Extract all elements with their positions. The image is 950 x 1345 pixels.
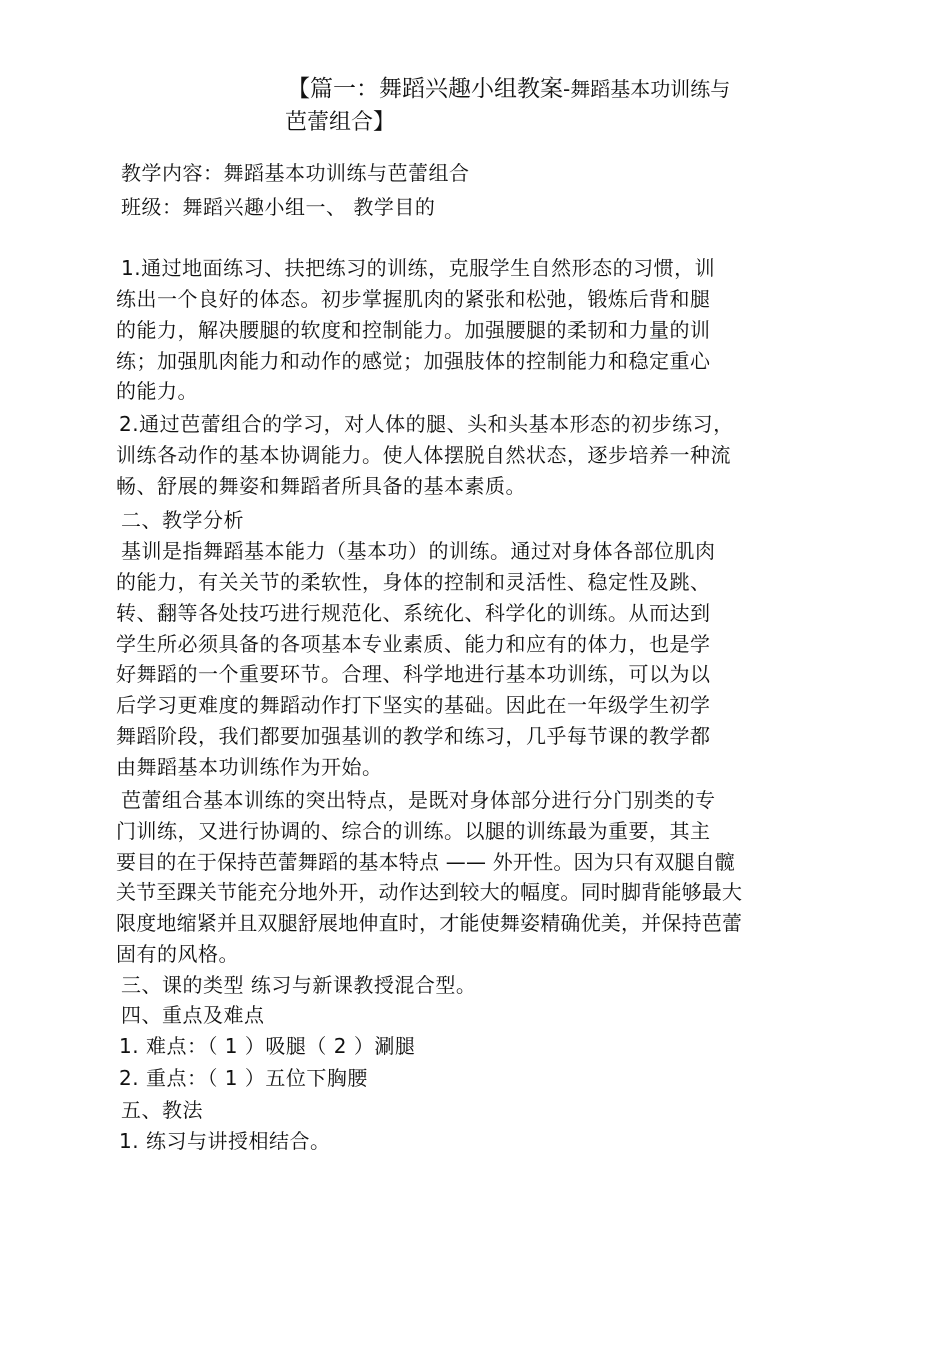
title-main: 【篇一：舞蹈兴趣小组教案 bbox=[287, 76, 563, 102]
objective-2-line-1: 2.通过芭蕾组合的学习，对人体的腿、头和头基本形态的初步练习， bbox=[119, 412, 734, 436]
objective-2-line-2: 训练各动作的基本协调能力。使人体摆脱自然状态，逐步培养一种流 bbox=[116, 443, 731, 467]
analysis-para-1-line-1: 基训是指舞蹈基本能力（基本功）的训练。通过对身体各部位肌肉 bbox=[121, 539, 716, 563]
analysis-para-1-line-3: 转、翻等各处技巧进行规范化、系统化、科学化的训练。从而达到 bbox=[116, 601, 711, 625]
section-heading-lesson-type: 三、课的类型 练习与新课教授混合型。 bbox=[121, 973, 477, 997]
analysis-para-2-line-3: 要目的在于保持芭蕾舞蹈的基本特点 —— 外开性。因为只有双腿自髋 bbox=[116, 850, 736, 874]
objective-1-line-2: 练出一个良好的体态。初步掌握肌肉的紧张和松弛，锻炼后背和腿 bbox=[116, 287, 711, 311]
analysis-para-1-line-5: 好舞蹈的一个重要环节。合理、科学地进行基本功训练，可以为以 bbox=[116, 662, 711, 686]
analysis-para-1-line-6: 后学习更难度的舞蹈动作打下坚实的基础。因此在一年级学生初学 bbox=[116, 693, 711, 717]
analysis-para-2-line-1: 芭蕾组合基本训练的突出特点，是既对身体部分进行分门别类的专 bbox=[121, 788, 716, 812]
section-heading-teaching-method: 五、教法 bbox=[121, 1098, 203, 1122]
analysis-para-1-line-8: 由舞蹈基本功训练作为开始。 bbox=[116, 755, 383, 779]
objective-1-line-4: 练；加强肌肉能力和动作的感觉；加强肢体的控制能力和稳定重心 bbox=[116, 349, 711, 373]
key-points: 2. 重点：（ 1 ）五位下胸腰 bbox=[119, 1066, 368, 1090]
objective-1-line-3: 的能力，解决腰腿的软度和控制能力。加强腰腿的柔韧和力量的训 bbox=[116, 318, 711, 342]
analysis-para-1-line-4: 学生所必须具备的各项基本专业素质、能力和应有的体力，也是学 bbox=[116, 632, 711, 656]
objective-1-line-1: 1.通过地面练习、扶把练习的训练，克服学生自然形态的习惯，训 bbox=[121, 256, 716, 280]
teaching-method-1: 1. 练习与讲授相结合。 bbox=[119, 1129, 331, 1153]
objective-1-line-5: 的能力。 bbox=[116, 379, 198, 403]
section-heading-analysis: 二、教学分析 bbox=[121, 508, 244, 532]
analysis-para-1-line-2: 的能力，有关关节的柔软性，身体的控制和灵活性、稳定性及跳、 bbox=[116, 570, 711, 594]
analysis-para-2-line-4: 关节至踝关节能充分地外开，动作达到较大的幅度。同时脚背能够最大 bbox=[116, 880, 743, 904]
analysis-para-2-line-5: 限度地缩紧并且双腿舒展地伸直时，才能使舞姿精确优美，并保持芭蕾 bbox=[116, 911, 743, 935]
objective-2-line-3: 畅、舒展的舞姿和舞蹈者所具备的基本素质。 bbox=[116, 474, 526, 498]
teaching-content: 教学内容：舞蹈基本功训练与芭蕾组合 bbox=[121, 161, 470, 185]
analysis-para-2-line-2: 门训练，又进行协调的、综合的训练。以腿的训练最为重要，其主 bbox=[116, 819, 711, 843]
analysis-para-2-line-6: 固有的风格。 bbox=[116, 942, 239, 966]
title-main-continued: 芭蕾组合】 bbox=[285, 110, 396, 135]
class-info: 班级：舞蹈兴趣小组一、 教学目的 bbox=[121, 195, 436, 219]
section-heading-key-points: 四、重点及难点 bbox=[121, 1003, 265, 1027]
document-title bbox=[287, 72, 730, 108]
difficult-points: 1. 难点：（ 1 ）吸腿（ 2 ）涮腿 bbox=[119, 1034, 416, 1058]
document-title-line2 bbox=[285, 106, 395, 141]
title-subtitle: -舞蹈基本功训练与 bbox=[563, 77, 731, 101]
analysis-para-1-line-7: 舞蹈阶段，我们都要加强基训的教学和练习，几乎每节课的教学都 bbox=[116, 724, 711, 748]
